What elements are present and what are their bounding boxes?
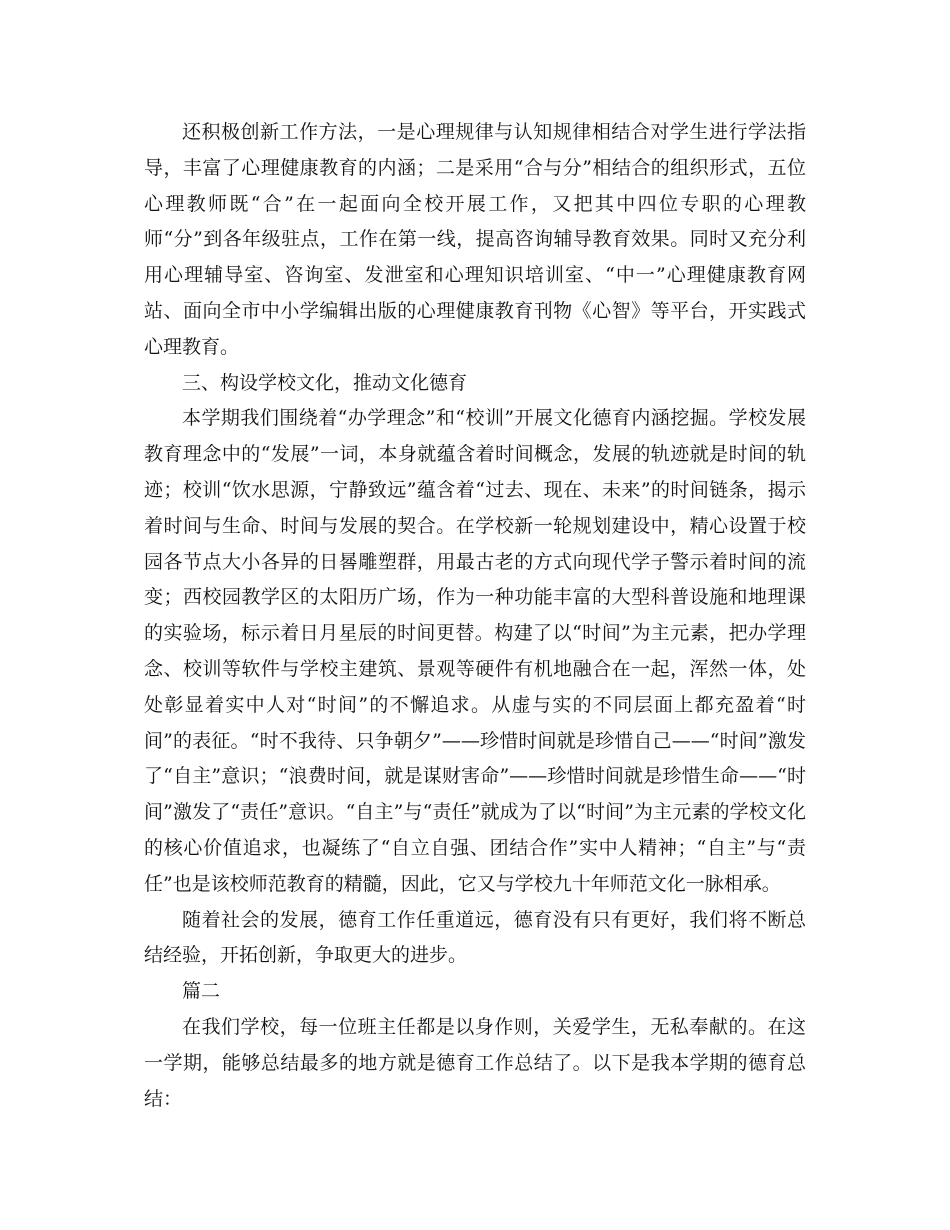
paragraph-methods: 还积极创新工作方法，一是心理规律与认知规律相结合对学生进行学法指导，丰富了心理健康教育的内涵；二是采用“合与分”相结合的组织形式，五位心理教师既“合”在一起面向全校开展工作，又把其中四位专职的心理教师“分”到各年级驻点，工作在第一线，提高咨询辅导教育效果。同时又充分利用心理辅导室、咨询室、发泄室和心理知识培训室、“中一”心理健康教育网站、面向全市中小学编辑出版的心理健康教育刊物《心智》等平台，开实践式心理教育。 [144,121,806,358]
paragraph-culture: 本学期我们围绕着“办学理念”和“校训”开展文化德育内涵挖掘。学校发展教育理念中的“发展”一词，本身就蕴含着时间概念，发展的轨迹就是时间的轨迹；校训“饮水思源，宁静致远”蕴含着“过去、现在、未来”的时间链条，揭示着时间与生命、时间与发展的契合。在学校新一轮规划建设中，精心设置于校园各节点大小各异的日晷雕塑群，用最古老的方式向现代学子警示着时间的流变；西校园教学区的太阳历广场，作为一种功能丰富的大型科普设施和地理课的实验场，标示着日月星辰的时间更替。构建了以“时间”为主元素，把办学理念、校训等软件与学校主建筑、景观等硬件有机地融合在一起，浑然一体，处处彰显着实中人对“时间”的不懈追求。从虚与实的不同层面上都充盈着“时间”的表征。“时不我待、只争朝夕”——珍惜时间就是珍惜自己——“时间”激发了“自主”意识；“浪费时间，就是谋财害命”——珍惜时间就是珍惜生命——“时间”激发了“责任”意识。“自主”与“责任”就成为了以“时间”为主元素的学校文化的核心价值追求，也凝练了“自立自强、团结合作”实中人精神；“自主”与“责任”也是该校师范教育的精髓，因此，它又与学校九十年师范文化一脉相承。 [144,407,806,895]
paragraph-conclusion: 随着社会的发展，德育工作任重道远，德育没有只有更好，我们将不断总结经验，开拓创新，争取更大的进步。 [144,908,806,967]
paragraph-part-two-intro: 在我们学校，每一位班主任都是以身作则，关爱学生，无私奉献的。在这一学期，能够总结最多的地方就是德育工作总结了。以下是我本学期的德育总结： [144,1015,806,1110]
section-heading-culture: 三、构设学校文化，推动文化德育 [182,371,468,394]
document-body [144,115,806,1117]
section-heading-part-two: 篇二 [182,980,221,1003]
